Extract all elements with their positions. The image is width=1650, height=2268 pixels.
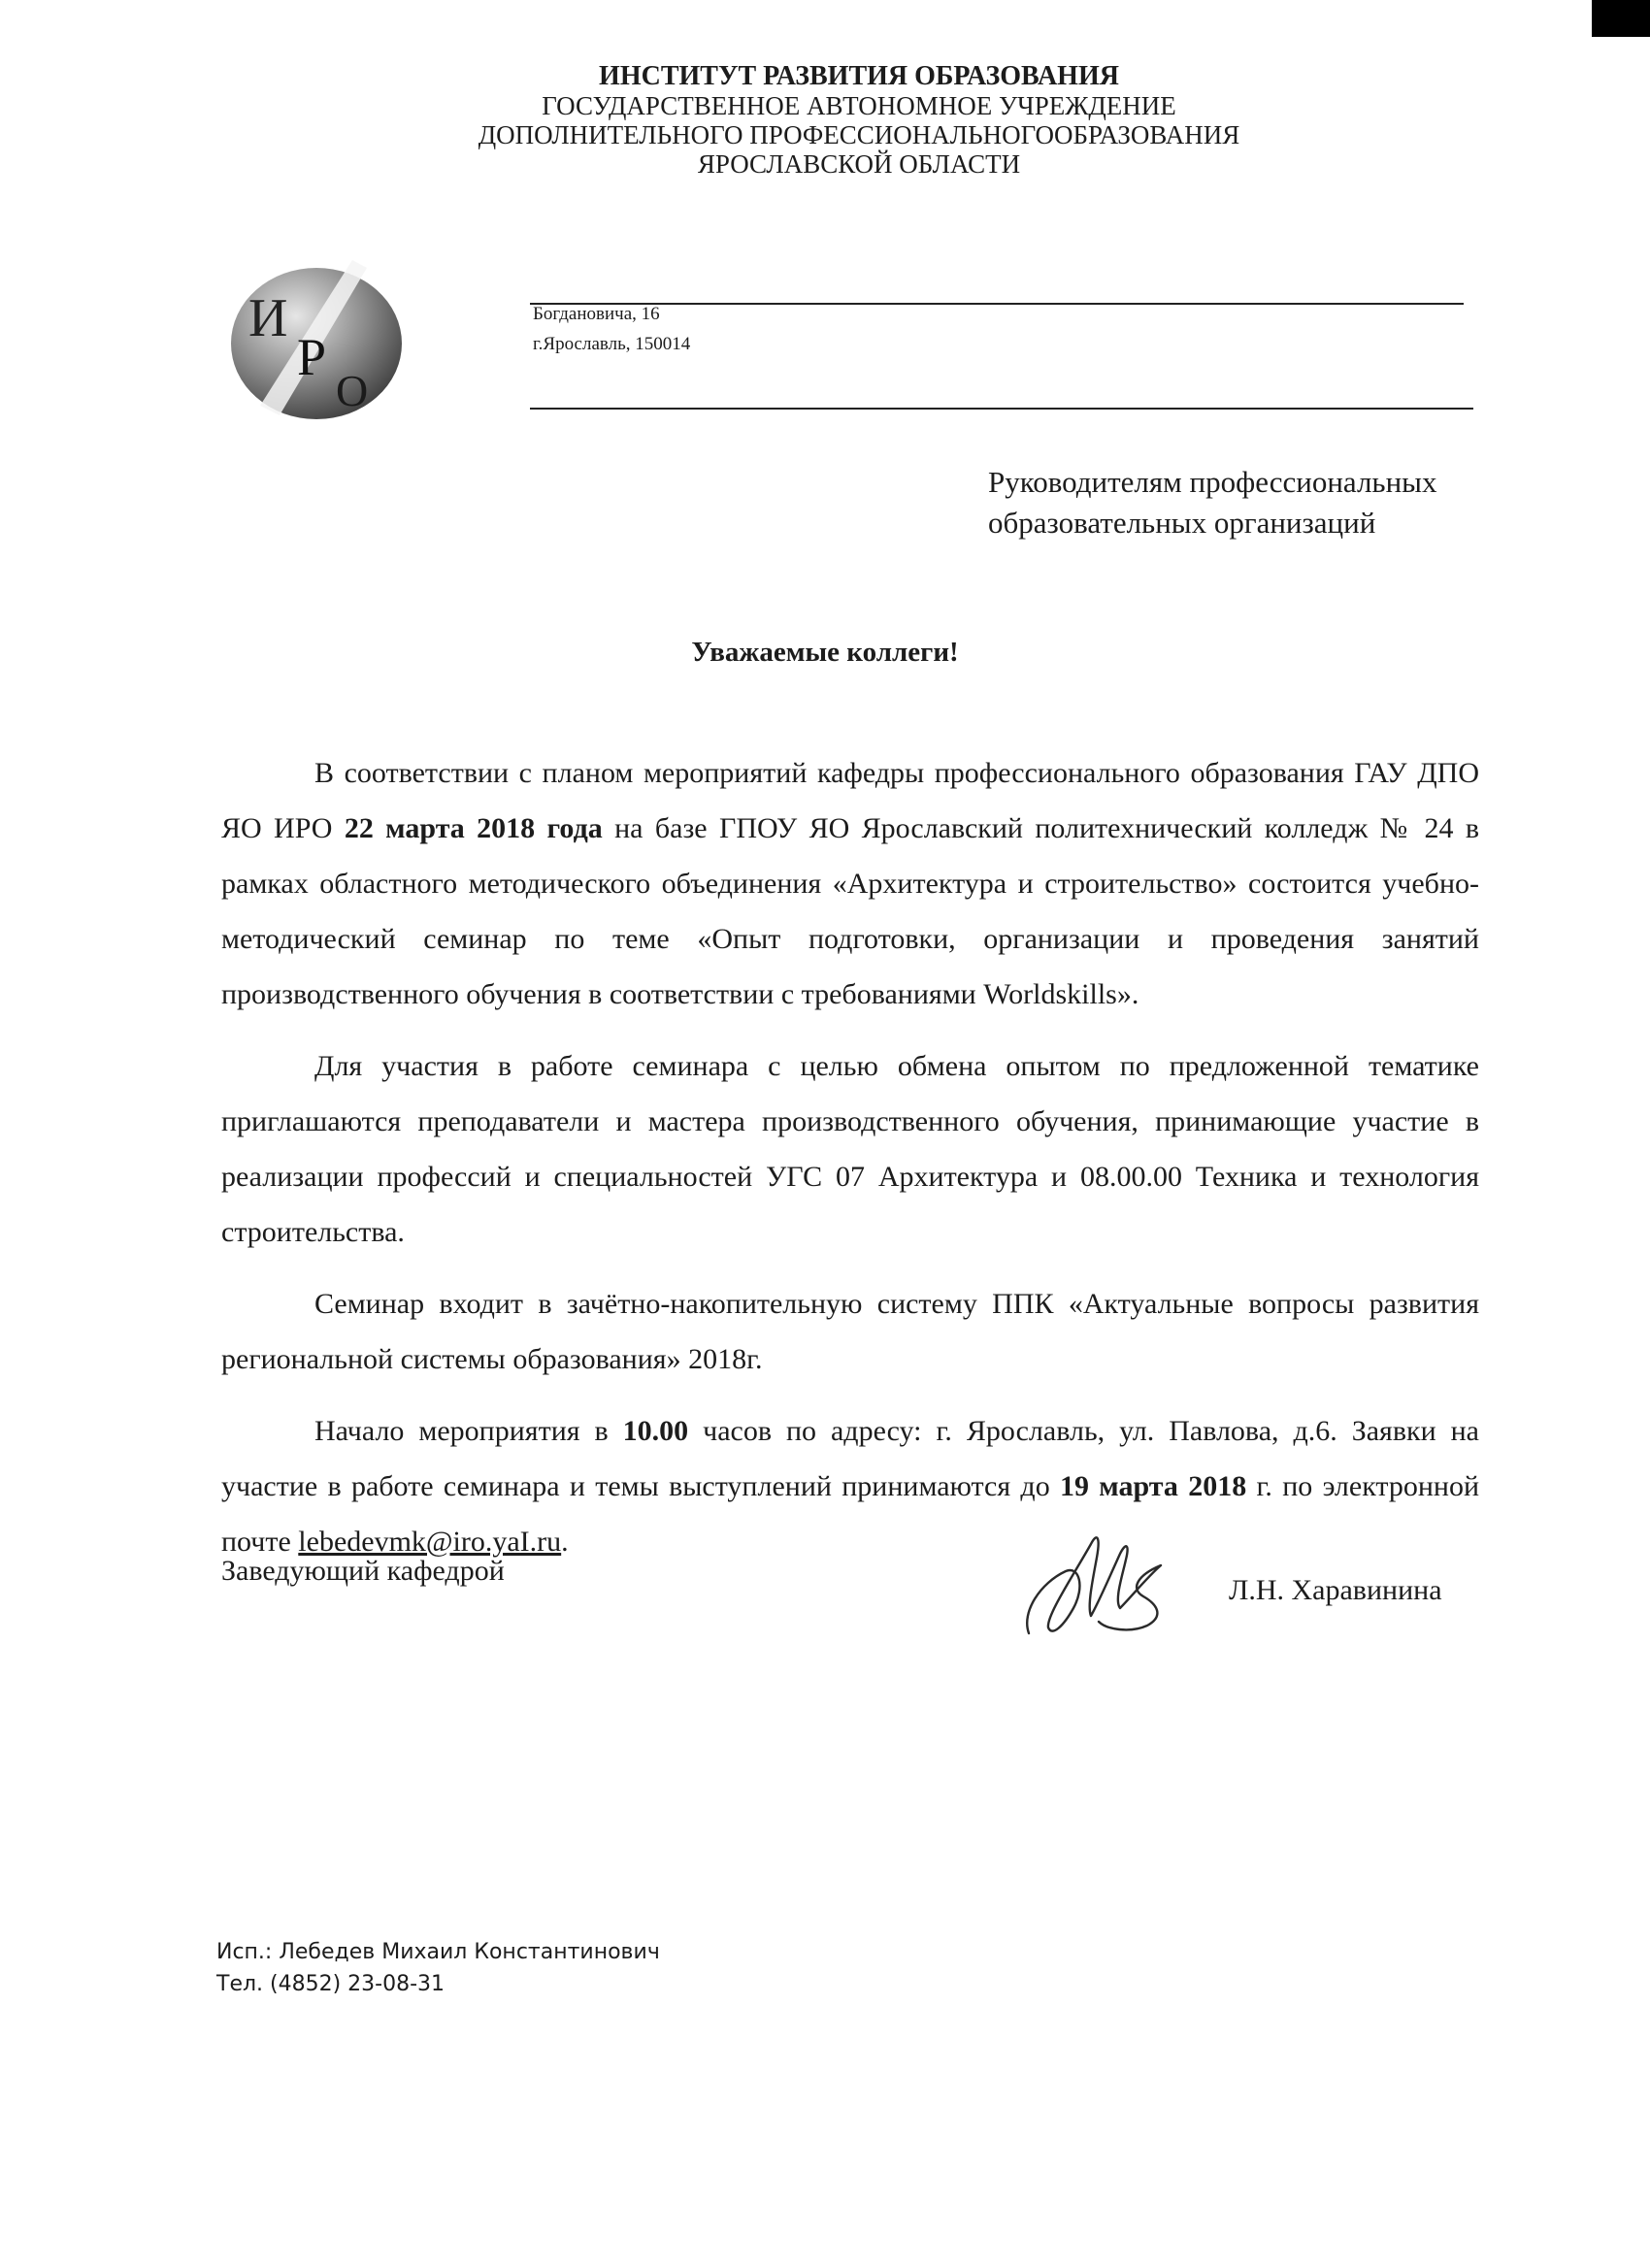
paragraph-3: Семинар входит в зачётно-накопительную систему ППК «Актуальные вопросы развития региональной системы образования» 2018г. xyxy=(221,1288,1479,1375)
executor-phone: Тел. (4852) 23-08-31 xyxy=(216,1972,446,1996)
letterhead-line-3: ДОПОЛНИТЕЛЬНОГО ПРОФЕССИОНАЛЬНОГООБРАЗОВАНИЯ xyxy=(478,120,1240,149)
letterhead-line-2: ГОСУДАРСТВЕННОЕ АВТОНОМНОЕ УЧРЕЖДЕНИЕ xyxy=(542,91,1176,120)
handwritten-signature xyxy=(1019,1519,1184,1655)
address-rule-top xyxy=(530,303,1464,305)
signatory-title: Заведующий кафедрой xyxy=(221,1555,505,1587)
paragraph-1: В соответствии с планом мероприятий кафедры профессионального образования ГАУ ДПО ЯО ИРО 22 марта 2018 года на базе ГПОУ ЯО Ярославский политехнический колледж № 24 в рамках областного методического объединения «Архитектура и строительство» состоится учебно-методический семинар по теме «Опыт подготовки, организации и проведения занятий производственного обучения в соответствии с требованиями Worldskills». xyxy=(221,757,1480,1010)
application-deadline: 19 марта 2018 xyxy=(1060,1470,1247,1502)
svg-text:Р: Р xyxy=(297,328,327,386)
recipient-block xyxy=(988,462,1493,543)
letterhead xyxy=(330,62,1388,179)
signatory-name: Л.Н. Харавинина xyxy=(1229,1574,1442,1606)
event-date: 22 марта 2018 года xyxy=(344,812,603,844)
institute-name: ИНСТИТУТ РАЗВИТИЯ ОБРАЗОВАНИЯ xyxy=(599,61,1119,91)
letterhead-line-4: ЯРОСЛАВСКОЙ ОБЛАСТИ xyxy=(697,149,1021,179)
paragraph-2: Для участия в работе семинара с целью обмена опытом по предложенной тематике приглашаются преподаватели и мастера производственного обучения, принимающие участие в реализации профессий и специальностей УГС 07 Архитектура и 08.00.00 Техника и технология строительства. xyxy=(221,1050,1479,1248)
address-city: г.Ярославль, 150014 xyxy=(533,334,691,354)
salutation: Уважаемые коллеги! xyxy=(691,637,959,668)
paragraph-4: Начало мероприятия в 10.00 часов по адресу: г. Ярославль, ул. Павлова, д.6. Заявки на участие в работе семинара и темы выступлений принимаются до 19 марта 2018 г. по электронной почте lebedevmk@iro.yaI.ru. xyxy=(221,1415,1480,1558)
address-rule-bottom xyxy=(530,408,1473,410)
institute-logo xyxy=(221,260,412,423)
executor-name: Исп.: Лебедев Михаил Константинович xyxy=(216,1940,660,1964)
recipient-line-2: образовательных организаций xyxy=(988,506,1376,540)
event-time: 10.00 xyxy=(622,1415,689,1447)
recipient-line-1: Руководителям профессиональных xyxy=(988,465,1437,499)
svg-text:О: О xyxy=(336,366,369,415)
email-link[interactable]: lebedevmk@iro.yaI.ru xyxy=(298,1526,562,1558)
svg-text:И: И xyxy=(248,288,288,348)
executor-block xyxy=(216,1936,660,2000)
letter-body xyxy=(221,745,1479,1586)
scan-edge-mark xyxy=(1592,0,1650,37)
address-street: Богдановича, 16 xyxy=(533,304,660,324)
